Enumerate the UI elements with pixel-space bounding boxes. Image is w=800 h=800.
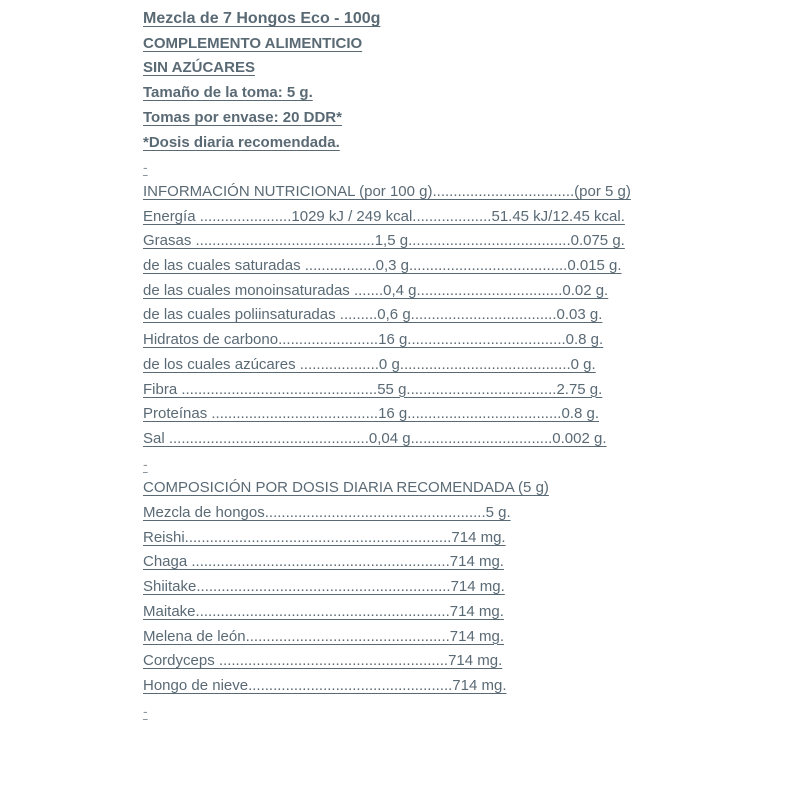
composition-row-hongo-de-nieve: Hongo de nieve.................................................714 mg.	[143, 676, 507, 694]
nutrition-row-sal: Sal ................................................0,04 g..................................0.002 g.	[143, 429, 607, 447]
nutrition-row-proteinas: Proteínas ........................................16 g.....................................0.8 g.	[143, 405, 599, 423]
nutrition-row-grasas: Grasas ...........................................1,5 g.......................................0.075 g.	[143, 232, 625, 250]
nutrition-header-row: INFORMACIÓN NUTRICIONAL (por 100 g)..................................(por 5 g)	[143, 182, 631, 200]
product-title: Mezcla de 7 Hongos Eco - 100g	[143, 10, 381, 27]
nutrition-row-energia: Energía ......................1029 kJ / 249 kcal...................51.45 kJ/12.45 kcal.	[143, 207, 625, 225]
composition-row-reishi: Reishi................................................................714 mg.	[143, 528, 506, 546]
nutrition-row-hidratos-carbono: Hidratos de carbono........................16 g......................................0.8 g.	[143, 331, 604, 349]
no-sugar-claim: SIN AZÚCARES	[143, 59, 255, 77]
composition-header: COMPOSICIÓN POR DOSIS DIARIA RECOMENDADA (5 g)	[143, 479, 549, 497]
servings-per-container-line: Tomas por envase: 20 DDR*	[143, 108, 342, 126]
composition-row-chaga: Chaga ..............................................................714 mg.	[143, 553, 504, 571]
nutrition-row-saturadas: de las cuales saturadas .................0,3 g......................................0.015 g.	[143, 257, 622, 275]
nutrition-row-monoinsaturadas: de las cuales monoinsaturadas .......0,4 g...................................0.02 g.	[143, 281, 609, 299]
nutrition-row-poliinsaturadas: de las cuales poliinsaturadas .........0,6 g...................................0.03 g.	[143, 306, 603, 324]
section-separator: -	[143, 159, 148, 176]
section-separator: -	[143, 455, 148, 472]
composition-row-mezcla-hongos: Mezcla de hongos.....................................................5 g.	[143, 504, 511, 522]
composition-row-shiitake: Shiitake.............................................................714 mg.	[143, 578, 505, 596]
dose-footnote-line: *Dosis diaria recomendada.	[143, 133, 340, 151]
product-subtitle: COMPLEMENTO ALIMENTICIO	[143, 34, 363, 52]
composition-row-maitake: Maitake.............................................................714 mg.	[143, 602, 504, 620]
serving-size-line: Tamaño de la toma: 5 g.	[143, 84, 313, 102]
composition-row-melena-de-leon: Melena de león.................................................714 mg.	[143, 627, 504, 645]
nutrition-row-fibra: Fibra ...............................................55 g....................................2.75 g.	[143, 380, 603, 398]
nutrition-row-azucares: de los cuales azúcares ...................0 g.........................................0 g.	[143, 355, 596, 373]
composition-row-cordyceps: Cordyceps .......................................................714 mg.	[143, 652, 503, 670]
section-separator: -	[143, 702, 148, 719]
